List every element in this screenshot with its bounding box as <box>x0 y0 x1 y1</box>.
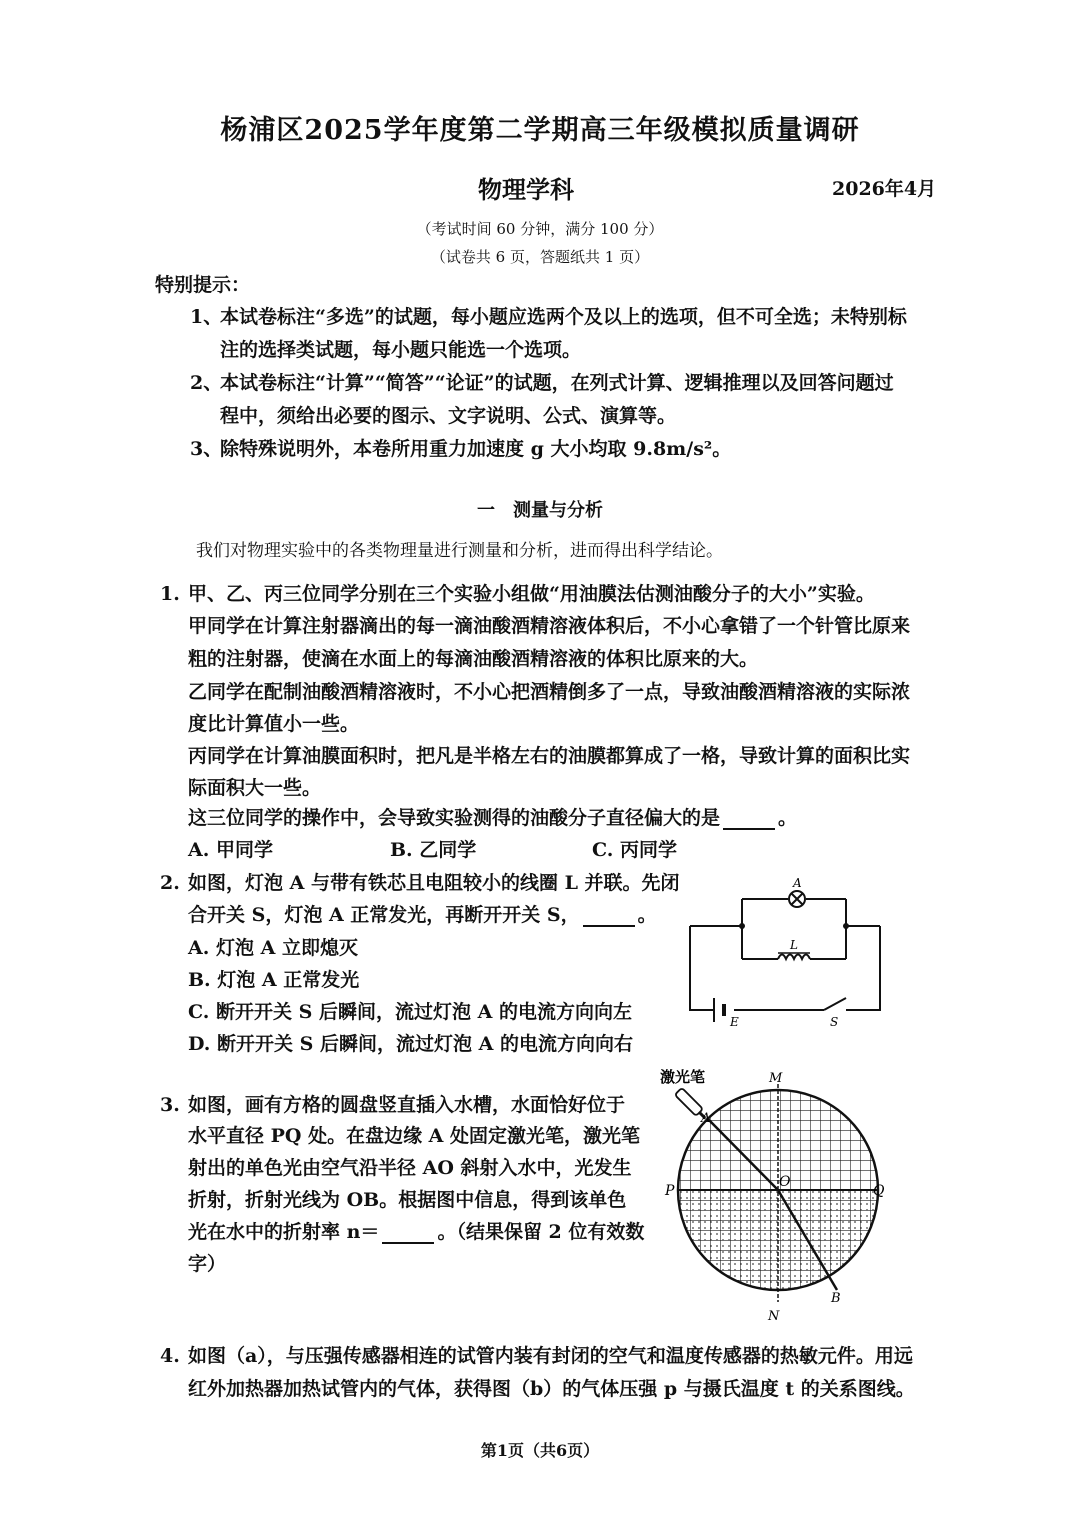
switch-label: S <box>830 1015 839 1029</box>
option-d: D. 断开开关 S 后瞬间，流过灯泡 A 的电流方向向右 <box>188 1033 633 1055</box>
prompt-text: 合开关 S，灯泡 A 正常发光，再断开开关 S， <box>188 904 580 926</box>
point-p-label: P <box>665 1183 675 1199</box>
note-number: 3、 <box>190 438 223 460</box>
option-c: C. 丙同学 <box>592 839 678 861</box>
prompt-text: 这三位同学的操作中，会导致实验测得的油酸分子直径偏大的是 <box>188 807 721 829</box>
note-line: 注的选择类试题，每小题只能选一个选项。 <box>220 339 582 361</box>
question-text: 度比计算值小一些。 <box>188 713 360 735</box>
question-prompt <box>188 1221 644 1244</box>
question-text: 粗的注射器，使滴在水面上的每滴油酸酒精溶液的体积比原来的大。 <box>188 648 759 670</box>
note-number: 1、 <box>190 306 223 328</box>
option-b: B. 灯泡 A 正常发光 <box>188 969 360 991</box>
prompt-end: 。（结果保留 2 位有效数 <box>437 1221 645 1243</box>
note-line: 本试卷标注“计算”“简答”“论证”的试题，在列式计算、逻辑推理以及回答问题过 <box>220 372 894 394</box>
page-info: （试卷共 6 页，答题纸共 1 页） <box>430 248 650 266</box>
question-text: 字） <box>188 1253 227 1275</box>
question-prompt <box>188 807 797 830</box>
note-number: 2、 <box>190 372 223 394</box>
question-text: 如图（a），与压强传感器相连的试管内装有封闭的空气和温度传感器的热敏元件。用远 <box>188 1345 913 1367</box>
note-line: 本试卷标注“多选”的试题，每小题应选两个及以上的选项，但不可全选；未特别标 <box>220 306 907 328</box>
option-a: A. 甲同学 <box>188 839 273 861</box>
option-a: A. 灯泡 A 立即熄灭 <box>188 937 358 959</box>
subject-title: 物理学科 <box>478 175 574 204</box>
question-text: 如图，画有方格的圆盘竖直插入水槽，水面恰好位于 <box>188 1094 626 1116</box>
lamp-label: A <box>793 876 802 890</box>
note-line: 除特殊说明外，本卷所用重力加速度 g 大小均取 9.8m/s²。 <box>220 438 732 460</box>
question-text: 乙同学在配制油酸酒精溶液时，不小心把酒精倒多了一点，导致油酸酒精溶液的实际浓 <box>188 681 911 703</box>
question-text: 红外加热器加热试管内的气体，获得图（b）的气体压强 p 与摄氏温度 t 的关系图线。 <box>188 1378 915 1400</box>
answer-blank[interactable] <box>382 1224 434 1244</box>
point-q-label: Q <box>873 1183 885 1199</box>
question-text: 射出的单色光由空气沿半径 AO 斜射入水中，光发生 <box>188 1157 632 1179</box>
answer-blank[interactable] <box>583 907 635 927</box>
point-a-label: A <box>701 1111 711 1126</box>
section-title: 一 测量与分析 <box>477 500 603 521</box>
battery-label: E <box>730 1015 739 1029</box>
coil-label: L <box>790 938 798 952</box>
question-text: 甲、乙、丙三位同学分别在三个实验小组做“用油膜法估测油酸分子的大小”实验。 <box>188 583 875 605</box>
question-number: 1. <box>160 583 180 605</box>
question-number: 2. <box>160 872 180 894</box>
laser-label: 激光笔 <box>660 1068 706 1086</box>
question-text: 水平直径 PQ 处。在盘边缘 A 处固定激光笔，激光笔 <box>188 1125 641 1147</box>
question-text: 折射，折射光线为 OB。根据图中信息，得到该单色 <box>188 1189 627 1211</box>
option-b: B. 乙同学 <box>390 839 477 861</box>
prompt-end: 。 <box>637 904 657 926</box>
question-number: 3. <box>160 1094 180 1116</box>
refraction-diagram <box>655 1064 905 1336</box>
question-text: 如图，灯泡 A 与带有铁芯且电阻较小的线圈 L 并联。先闭 <box>188 872 680 894</box>
prompt-end: 。 <box>778 807 798 829</box>
point-m-label: M <box>769 1071 783 1086</box>
question-text: 际面积大一些。 <box>188 777 322 799</box>
notes-heading: 特别提示： <box>155 274 251 296</box>
question-number: 4. <box>160 1345 180 1367</box>
point-n-label: N <box>768 1309 780 1324</box>
question-prompt <box>188 904 657 927</box>
section-intro: 我们对物理实验中的各类物理量进行测量和分析，进而得出科学结论。 <box>196 541 723 561</box>
question-text: 丙同学在计算油膜面积时，把凡是半格左右的油膜都算成了一格，导致计算的面积比实 <box>188 745 911 767</box>
point-b-label: B <box>831 1291 841 1306</box>
point-o-label: O <box>779 1174 791 1190</box>
time-info: （考试时间 60 分钟，满分 100 分） <box>416 220 664 238</box>
page-footer: 第1页（共6页） <box>480 1441 600 1460</box>
question-text: 甲同学在计算注射器滴出的每一滴油酸酒精溶液体积后，不小心拿错了一个针管比原来 <box>188 615 911 637</box>
circuit-diagram <box>680 874 895 1034</box>
prompt-text: 光在水中的折射率 n＝ <box>188 1221 380 1243</box>
exam-title: 杨浦区2025学年度第二学期高三年级模拟质量调研 <box>220 115 860 146</box>
exam-date: 2026年4月 <box>832 178 937 200</box>
note-line: 程中，须给出必要的图示、文字说明、公式、演算等。 <box>220 405 677 427</box>
answer-blank[interactable] <box>723 810 775 830</box>
option-c: C. 断开开关 S 后瞬间，流过灯泡 A 的电流方向向左 <box>188 1001 632 1023</box>
